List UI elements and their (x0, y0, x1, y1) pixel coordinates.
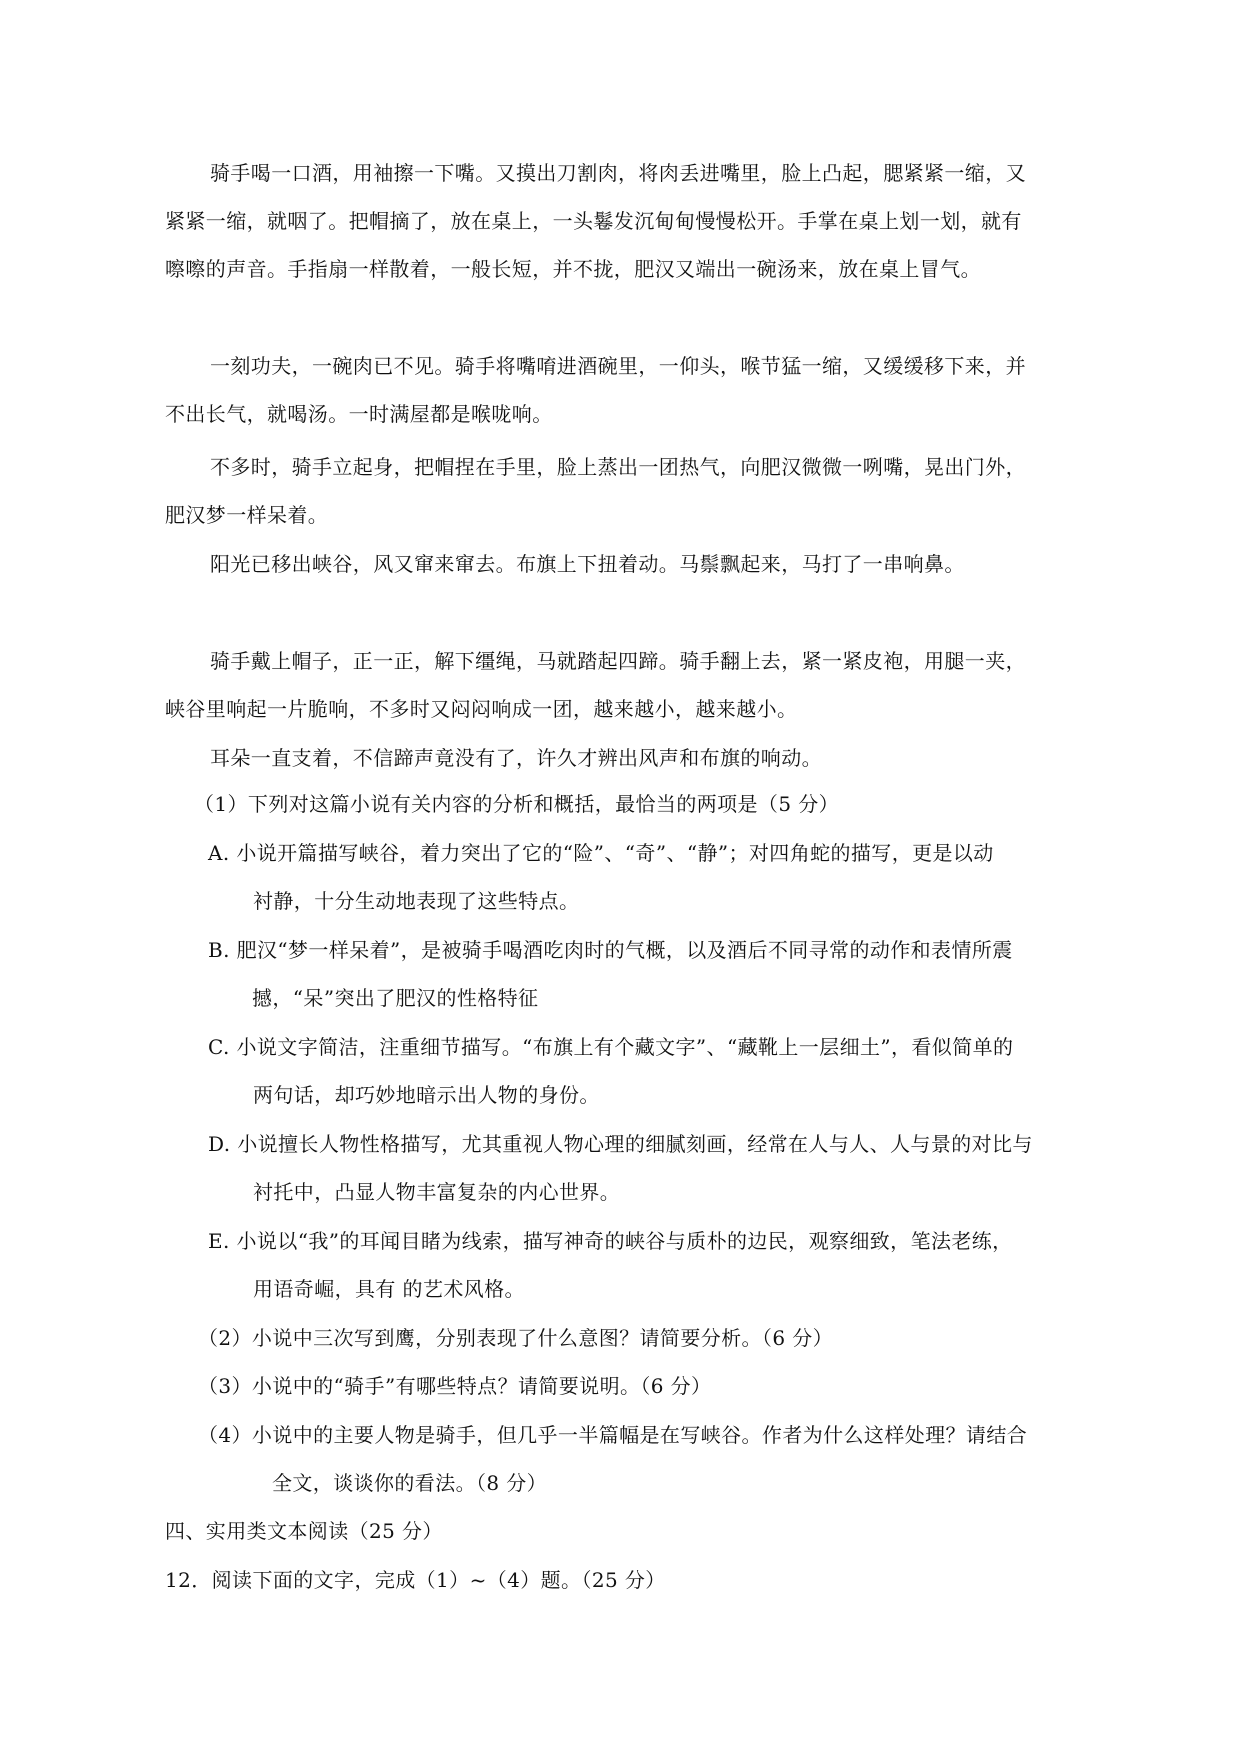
passage-p1-line2: 紧紧一缩，就咽了。把帽摘了，放在桌上，一头鬈发沉甸甸慢慢松开。手掌在桌上划一划，就有 (165, 209, 1022, 233)
passage-p5-line2: 峡谷里响起一片脆响，不多时又闷闷响成一团，越来越小，越来越小。 (165, 697, 798, 721)
option-e-line2: 用语奇崛，具有 的艺术风格。 (253, 1277, 525, 1301)
question-1: （1）下列对这篇小说有关内容的分析和概括，最恰当的两项是（5 分） (194, 792, 840, 816)
option-c-line1: C. 小说文字简洁，注重细节描写。“布旗上有个藏文字”、“藏靴上一层细土”，看似简单的 (208, 1035, 1014, 1059)
passage-p5-line1: 骑手戴上帽子，正一正，解下缰绳，马就踏起四蹄。骑手翻上去，紧一紧皮袍，用腿一夹， (210, 649, 1026, 673)
passage-p4-line1: 阳光已移出峡谷，风又窜来窜去。布旗上下扭着动。马鬃飘起来，马打了一串响鼻。 (210, 552, 965, 576)
passage-p3-line1: 不多时，骑手立起身，把帽捏在手里，脸上蒸出一团热气，向肥汉微微一咧嘴，晃出门外， (210, 455, 1026, 479)
passage-p1-line1: 骑手喝一口酒，用袖擦一下嘴。又摸出刀割肉，将肉丢进嘴里，脸上凸起，腮紧紧一缩，又 (210, 161, 1026, 185)
question-2: （2）小说中三次写到鹰，分别表现了什么意图？请简要分析。（6 分） (198, 1326, 834, 1350)
question-12: 12．阅读下面的文字，完成（1）~（4）题。（25 分） (165, 1568, 666, 1592)
question-3: （3）小说中的“骑手”有哪些特点？请简要说明。（6 分） (198, 1374, 712, 1398)
option-a-line1: A. 小说开篇描写峡谷，着力突出了它的“险”、“奇”、“静”；对四角蛇的描写，更是以动 (208, 841, 994, 865)
option-d-line1: D. 小说擅长人物性格描写，尤其重视人物心理的细腻刻画，经常在人与人、人与景的对比与 (208, 1132, 1033, 1156)
passage-p6-line1: 耳朵一直支着，不信蹄声竟没有了，许久才辨出风声和布旗的响动。 (210, 746, 822, 770)
passage-p2-line2: 不出长气，就喝汤。一时满屋都是喉咙响。 (165, 402, 553, 426)
option-e-line1: E. 小说以“我”的耳闻目睹为线索，描写神奇的峡谷与质朴的边民，观察细致，笔法老练， (208, 1229, 1013, 1253)
passage-p2-line1: 一刻功夫，一碗肉已不见。骑手将嘴唷进酒碗里，一仰头，喉节猛一缩，又缓缓移下来，并 (210, 354, 1026, 378)
option-c-line2: 两句话，却巧妙地暗示出人物的身份。 (253, 1083, 600, 1107)
passage-p3-line2: 肥汉梦一样呆着。 (165, 503, 329, 527)
option-a-line2: 衬静，十分生动地表现了这些特点。 (253, 889, 580, 913)
option-b-line2: 撼，“呆”突出了肥汉的性格特征 (252, 986, 539, 1010)
question-4-line1: （4）小说中的主要人物是骑手，但几乎一半篇幅是在写峡谷。作者为什么这样处理？请结合 (198, 1423, 1028, 1447)
passage-p1-line3: 嚓嚓的声音。手指扇一样散着，一般长短，并不拢，肥汉又端出一碗汤来，放在桌上冒气。 (165, 257, 981, 281)
question-4-line2: 全文，谈谈你的看法。（8 分） (272, 1471, 548, 1495)
option-d-line2: 衬托中，凸显人物丰富复杂的内心世界。 (253, 1180, 621, 1204)
section-heading: 四、实用类文本阅读（25 分） (165, 1519, 443, 1543)
option-b-line1: B. 肥汉“梦一样呆着”，是被骑手喝酒吃肉时的气概，以及酒后不同寻常的动作和表情所震 (208, 938, 1013, 962)
